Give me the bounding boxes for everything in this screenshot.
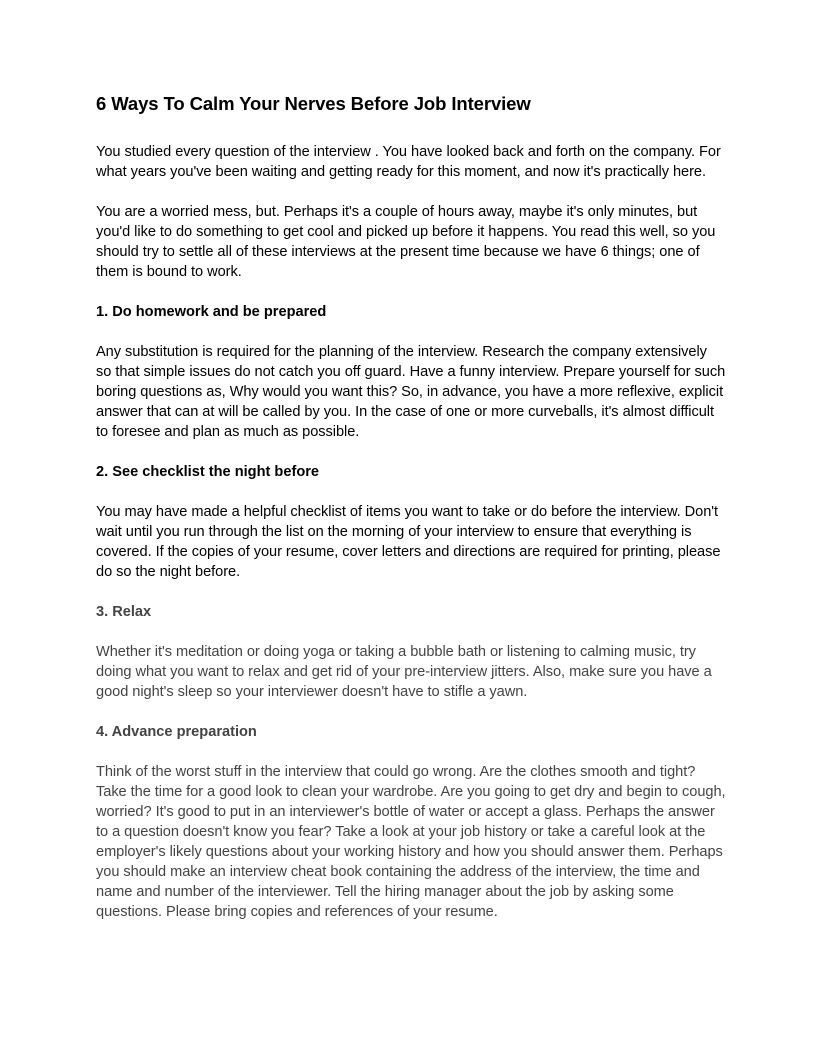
section-heading: 3. Relax [96,604,152,621]
section-body: Whether it's meditation or doing yoga or taking a bubble bath or listening to calming music, try doing what you want to relax and get rid of your pre-interview jitters. Also, make sure you have a good night's sleep so your interviewer doesn't have to stifle a yawn. [96,644,712,701]
section-3 [96,602,726,702]
section-heading: 1. Do homework and be prepared [96,304,327,321]
section-body: Any substitution is required for the planning of the interview. Research the company extensively so that simple issues do not catch you off guard. Have a funny interview. Prepare yourself for such boring questions as, Why would you want this? So, in advance, you have a more reflexive, explicit answer that can at will be called by you. In the case of one or more curveballs, it's almost difficult to foresee and plan as much as possible. [96,344,726,441]
section-heading: 2. See checklist the night before [96,464,320,481]
document-title: 6 Ways To Calm Your Nerves Before Job Interview [96,93,531,114]
section-heading: 4. Advance preparation [96,724,257,741]
intro-paragraph-1: You studied every question of the interview . You have looked back and forth on the company. For what years you've been waiting and getting ready for this moment, and now it's practically here. [96,144,721,181]
section-body: You may have made a helpful checklist of items you want to take or do before the interview. Don't wait until you run through the list on the morning of your interview to ensure that everything is covered. If the copies of your resume, cover letters and directions are required for printing, please do so the night before. [96,504,721,581]
section-body: Think of the worst stuff in the interview that could go wrong. Are the clothes smooth and tight? Take the time for a good look to clean your wardrobe. Are you going to get dry and begin to cough, worried? It's good to put in an interviewer's bottle of water or accept a glass. Perhaps the answer to a question doesn't know you fear? Take a look at your job history or take a careful look at the employer's likely questions about your working history and how you should answer them. Perhaps you should make an interview cheat book containing the address of the interview, the time and name and number of the interviewer. Tell the hiring manager about the job by asking some questions. Please bring copies and references of your resume. [96,764,726,921]
section-4 [96,722,726,922]
section-2 [96,462,726,582]
intro-paragraph-2: You are a worried mess, but. Perhaps it's a couple of hours away, maybe it's only minutes, but you'd like to do something to get cool and picked up before it happens. You read this well, so you should try to settle all of these interviews at the present time because we have 6 things; one of them is bound to work. [96,204,716,281]
section-1 [96,302,726,442]
document-page [96,93,726,942]
